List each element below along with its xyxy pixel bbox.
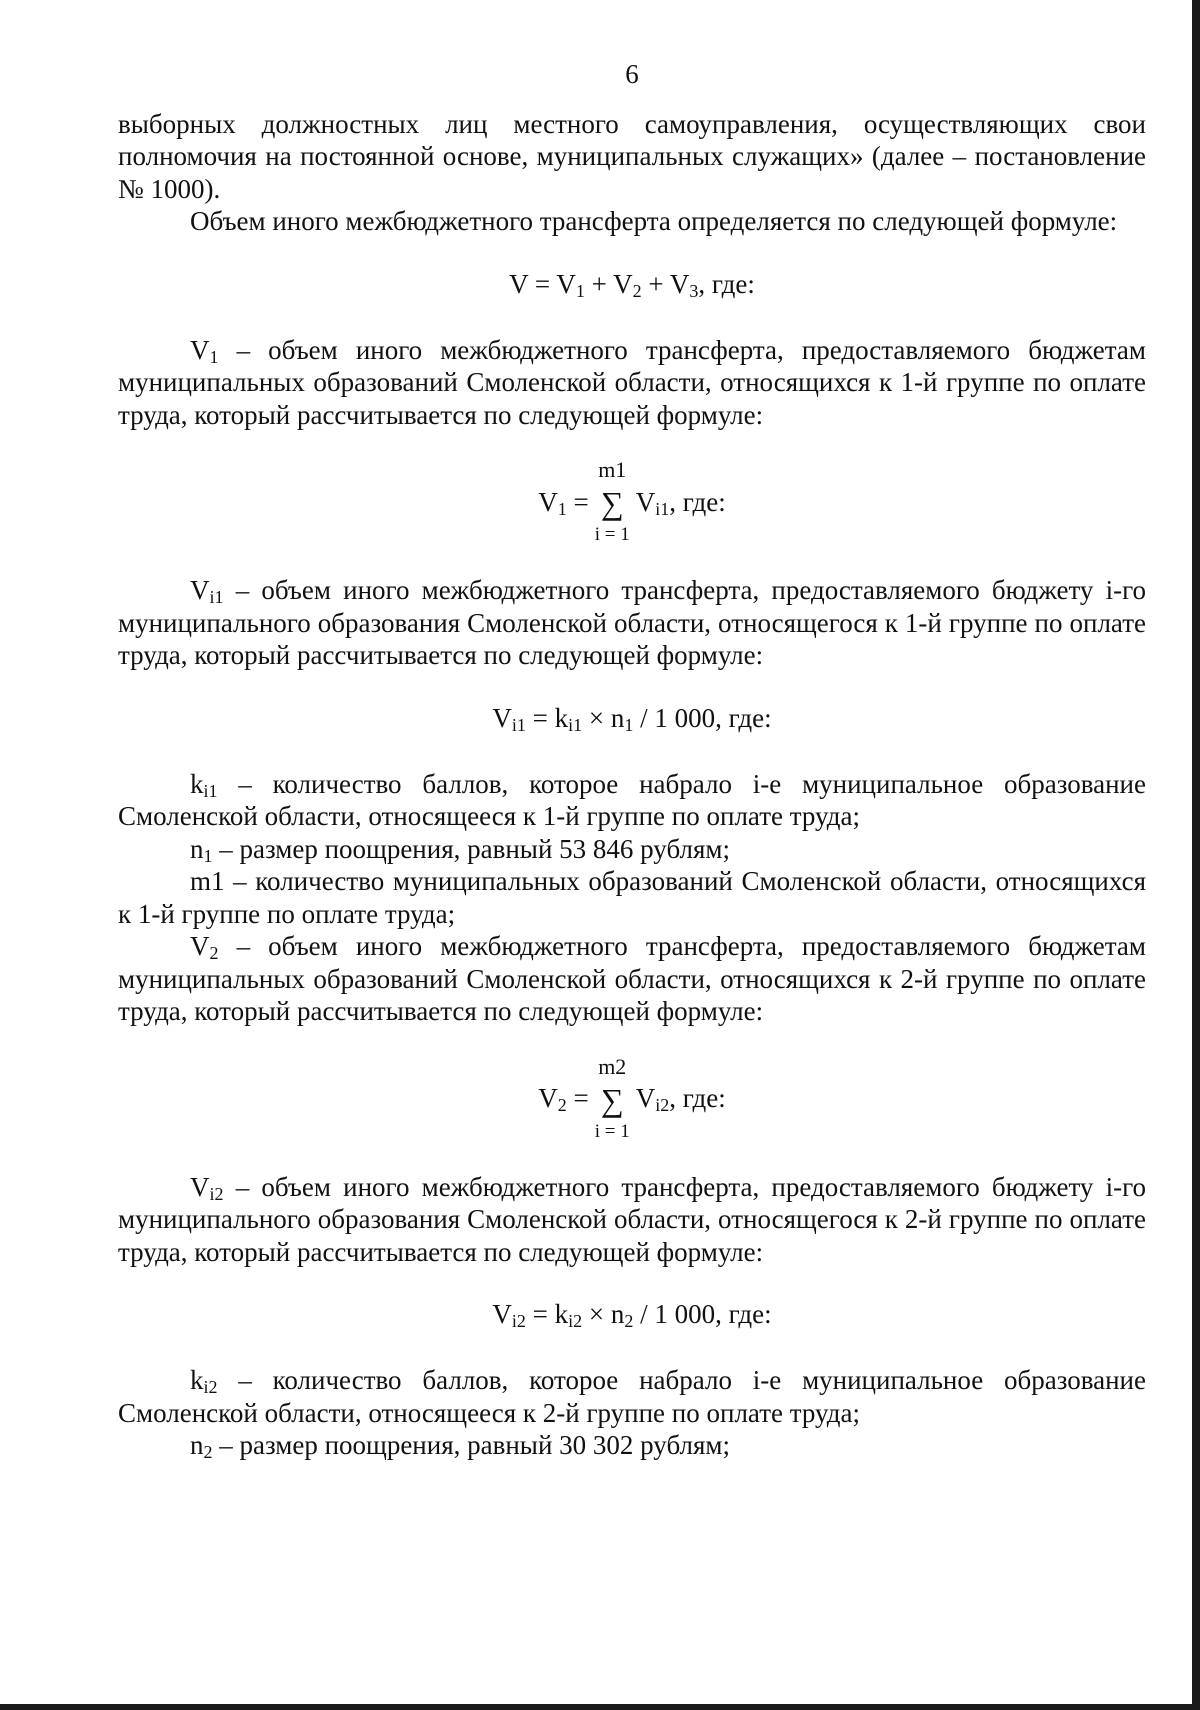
paragraph-intro: Объем иного межбюджетного трансферта определяется по следующей формуле: <box>190 206 1118 236</box>
document-page <box>118 58 1146 1462</box>
definition-ki2: $k_{i2}$ – количество баллов, которое набрало i-е муниципальное образование Смоленской области, относящееся к 2-й группе по оплате труда; <box>118 1365 1146 1428</box>
paragraph-continuation: выборных должностных лиц местного самоуправления, осуществляющих свои полномочия на постоянной основе, муниципальных служащих» (далее – постановление № 1000). <box>118 108 1146 204</box>
definition-ki1: $k_{i1}$ – количество баллов, которое набрало i-е муниципальное образование Смоленской области, относящееся к 1-й группе по оплате труда; <box>118 768 1146 831</box>
formula-sum-v2: $V_2$ = m2 ∑ i = 1 $V_{i2}$, где: <box>538 1053 726 1142</box>
definition-n1: $n_1$ – размер поощрения, равный 53 846 рублям; <box>190 833 730 866</box>
definition-v1: $V_1$ – объем иного межбюджетного трансферта, предоставляемого бюджетам муниципальных образований Смоленской области, относящихся к 1-й группе по оплате труда, который рассчитывается по следующей формуле: <box>118 334 1146 430</box>
formula-vi2: $V_{i2} = k_{i2} \times n_2 / 1$ 000, где: <box>492 1299 772 1331</box>
formula-vi1: $V_{i1} = k_{i1} \times n_1 / 1$ 000, где: <box>492 702 772 735</box>
definition-m1: m1 – количество муниципальных образований Смоленской области, относящихся к 1-й группе по оплате труда; <box>118 866 1146 929</box>
definition-vi2: $V_{i2}$ – объем иного межбюджетного трансферта, предоставляемого бюджету i-го муниципального образования Смоленской области, относящегося к 2-й группе по оплате труда, который рассчитывается по следующей формуле: <box>118 1171 1146 1267</box>
scan-edge-bottom <box>0 1704 1200 1710</box>
formula-sum-v1: $V_1$ = m1 ∑ i = 1 $V_{i1}$, где: <box>538 457 726 545</box>
sigma-block: m2 ∑ i = 1 <box>594 1053 630 1142</box>
sigma-symbol: ∑ <box>600 485 624 521</box>
sigma-block: m1 ∑ i = 1 <box>594 457 630 545</box>
definition-vi1: $V_{i1}$ – объем иного межбюджетного трансферта, предоставляемого бюджету i-го муниципального образования Смоленской области, относящегося к 1-й группе по оплате труда, который рассчитывается по следующей формуле: <box>118 575 1146 670</box>
sigma-symbol: ∑ <box>600 1081 624 1118</box>
formula-v-total: $V = V_1 + V_2 + V_3$, где: <box>509 268 755 301</box>
scan-edge-right <box>1192 0 1200 1710</box>
definition-n2: $n_2$ – размер поощрения, равный 30 302 рублям; <box>190 1430 730 1462</box>
definition-v2: $V_2$ – объем иного межбюджетного трансферта, предоставляемого бюджетам муниципальных образований Смоленской области, относящихся к 2-й группе по оплате труда, который рассчитывается по следующей формуле: <box>118 931 1146 1026</box>
page-number: 6 <box>625 59 639 89</box>
